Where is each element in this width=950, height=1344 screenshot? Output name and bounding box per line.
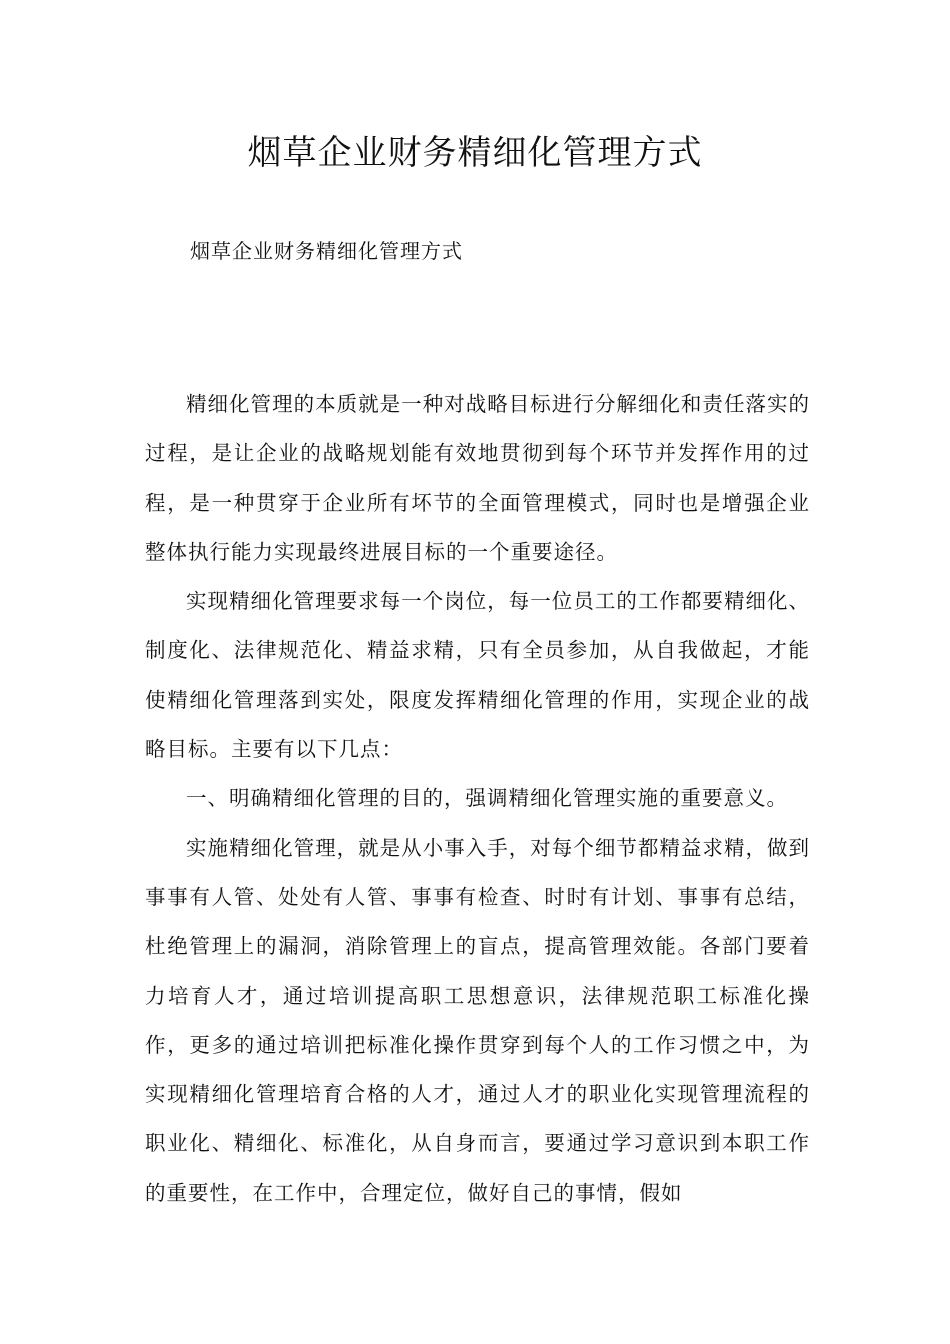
paragraph-3: 一、明确精细化管理的目的，强调精细化管理实施的重要意义。 <box>186 786 788 811</box>
document-body <box>145 380 810 1218</box>
paragraph-4: 实施精细化管理，就是从小事入手，对每个细节都精益求精，做到事事有人管、处处有人管、事事有检查、时时有计划、事事有总结，杜绝管理上的漏洞，消除管理上的盲点，提高管理效能。各部门要着力培育人才，通过培训提高职工思想意识，法律规范职工标准化操作，更多的通过培训把标准化操作贯穿到每个人的工作习惯之中，为实现精细化管理培育合格的人才，通过人才的职业化实现管理流程的职业化、精细化、标准化，从自身而言，要通过学习意识到本职工作的重要性，在工作中，合理定位，做好自己的事情，假如 <box>145 835 810 1205</box>
document-subtitle: 烟草企业财务精细化管理方式 <box>190 239 463 263</box>
document-title: 烟草企业财务精细化管理方式 <box>247 133 703 173</box>
paragraph-2: 实现精细化管理要求每一个岗位，每一位员工的工作都要精细化、制度化、法律规范化、精益求精，只有全员参加，从自我做起，才能使精细化管理落到实处，限度发挥精细化管理的作用，实现企业的战略目标。主要有以下几点： <box>145 589 810 762</box>
paragraph-1: 精细化管理的本质就是一种对战略目标进行分解细化和责任落实的过程，是让企业的战略规划能有效地贯彻到每个环节并发挥作用的过程，是一种贯穿于企业所有坏节的全面管理模式，同时也是增强企业整体执行能力实现最终进展目标的一个重要途径。 <box>145 392 810 564</box>
